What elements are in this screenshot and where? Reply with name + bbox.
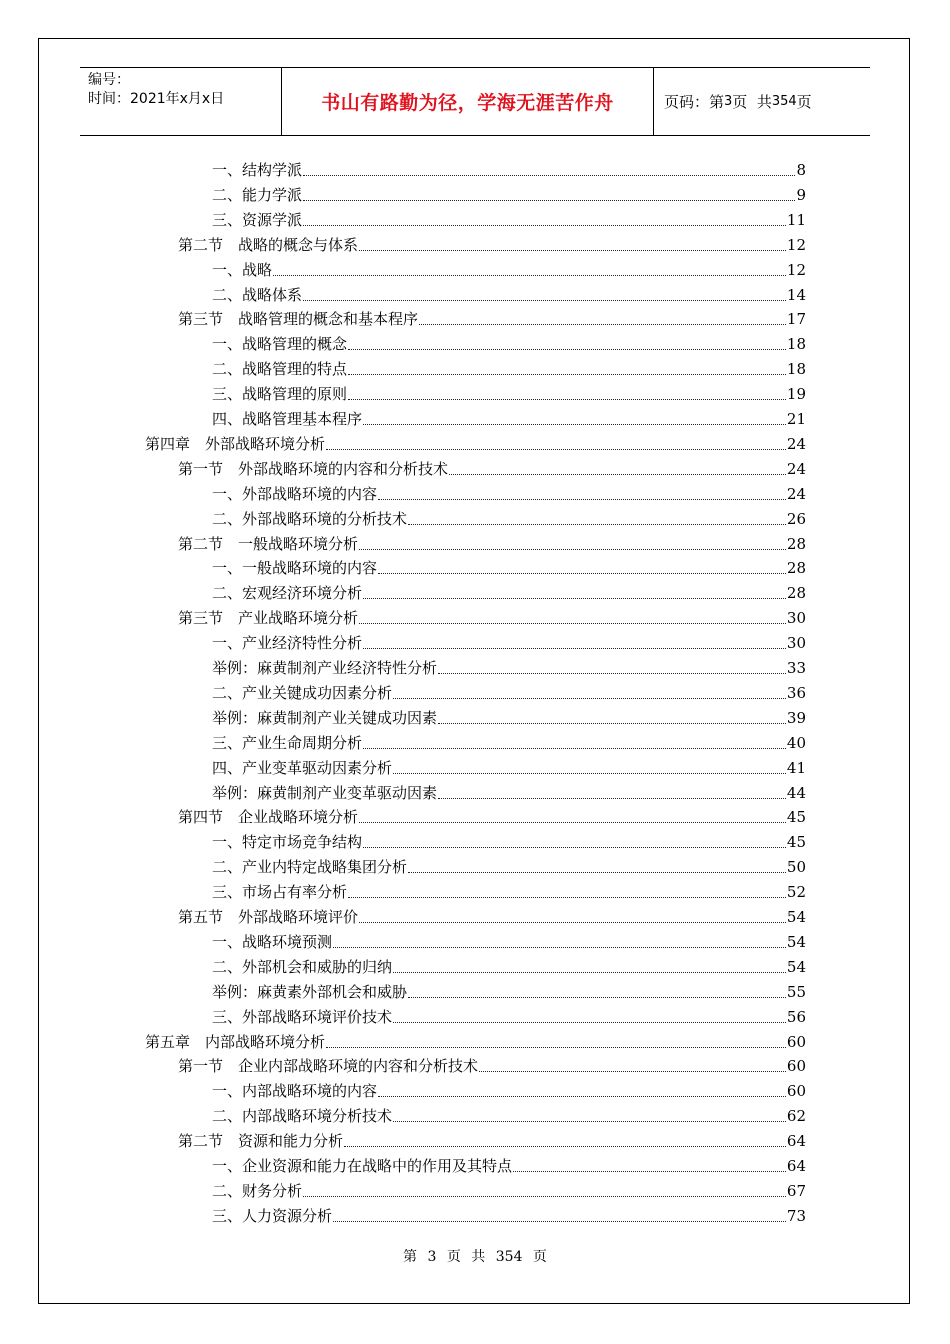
- toc-entry: [212, 781, 806, 805]
- toc-entry-page: 60: [786, 1057, 806, 1076]
- toc-leader-dots: [363, 598, 786, 599]
- toc-entry-page: 62: [786, 1107, 806, 1126]
- page-mid: 页 共: [732, 93, 772, 111]
- toc-entry: [212, 1154, 806, 1178]
- toc-leader-dots: [438, 798, 786, 799]
- toc-entry: [212, 855, 806, 879]
- toc-entry: [178, 606, 806, 630]
- toc-entry: [212, 258, 806, 282]
- toc-entry-title: 三、人力资源分析: [212, 1206, 333, 1225]
- toc-entry: [212, 830, 806, 854]
- toc-entry: [212, 1104, 806, 1128]
- page-total: 354: [771, 94, 797, 109]
- toc-entry: [212, 930, 806, 954]
- toc-entry: [212, 382, 806, 406]
- toc-entry-title: 三、产业生命周期分析: [212, 733, 363, 752]
- toc-entry: [212, 631, 806, 655]
- toc-leader-dots: [303, 225, 786, 226]
- toc-entry: [212, 507, 806, 531]
- toc-leader-dots: [378, 1096, 786, 1097]
- toc-entry-page: 40: [786, 733, 806, 752]
- toc-entry-page: 55: [786, 982, 806, 1001]
- toc-entry-page: 9: [796, 185, 806, 204]
- toc-leader-dots: [363, 424, 786, 425]
- toc-leader-dots: [326, 1047, 786, 1048]
- toc-entry-page: 30: [786, 609, 806, 628]
- toc-leader-dots: [378, 499, 786, 500]
- toc-entry-title: 二、产业关键成功因素分析: [212, 683, 393, 702]
- toc-entry: [212, 407, 806, 431]
- toc-entry-title: 一、战略: [212, 260, 273, 279]
- toc-entry-page: 33: [786, 659, 806, 677]
- toc-entry-title: 一、企业资源和能力在战略中的作用及其特点: [212, 1157, 513, 1175]
- toc-entry-page: 60: [786, 1032, 806, 1051]
- toc-leader-dots: [408, 997, 786, 998]
- toc-entry-page: 17: [786, 310, 806, 329]
- toc-entry: [212, 1179, 806, 1203]
- toc-entry: [212, 756, 806, 780]
- toc-entry-page: 45: [786, 833, 806, 852]
- toc-entry-title: 二、战略体系: [212, 285, 303, 304]
- toc-entry: [178, 457, 806, 481]
- toc-entry-title: 一、外部战略环境的内容: [212, 484, 378, 503]
- toc-entry: [178, 1129, 806, 1153]
- toc-entry-page: 28: [786, 584, 806, 603]
- toc-entry-page: 45: [786, 808, 806, 827]
- toc-leader-dots: [479, 1071, 786, 1072]
- toc-entry-title: 第三节 产业战略环境分析: [178, 609, 359, 628]
- toc-entry-title: 举例：麻黄制剂产业经济特性分析: [212, 659, 438, 677]
- toc-entry: [178, 307, 806, 331]
- toc-entry-page: 28: [786, 534, 806, 553]
- toc-entry-title: 四、战略管理基本程序: [212, 410, 363, 428]
- toc-entry: [178, 233, 806, 257]
- toc-entry: [145, 1030, 806, 1054]
- toc-entry: [212, 1204, 806, 1228]
- toc-entry-page: 14: [786, 285, 806, 304]
- toc-entry: [178, 905, 806, 929]
- page-footer: 第 3 页 共 354 页: [403, 1249, 547, 1265]
- toc-entry-page: 24: [786, 434, 806, 453]
- toc-entry: [212, 1005, 806, 1029]
- toc-leader-dots: [348, 349, 786, 350]
- toc-leader-dots: [348, 897, 786, 898]
- toc-entry-page: 18: [786, 360, 806, 379]
- toc-entry-title: 第五章 内部战略环境分析: [145, 1032, 326, 1051]
- toc-entry-page: 60: [786, 1082, 806, 1101]
- toc-entry-page: 36: [786, 683, 806, 702]
- page-prefix: 页码：第: [664, 93, 725, 111]
- toc-entry-page: 11: [786, 210, 806, 229]
- toc-leader-dots: [359, 922, 786, 923]
- toc-entry: [212, 183, 806, 207]
- header-motto: 书山有路勤为径，学海无涯苦作舟: [282, 68, 654, 135]
- toc-leader-dots: [438, 723, 786, 724]
- toc-entry-title: 二、内部战略环境分析技术: [212, 1107, 393, 1126]
- toc-entry-title: 一、特定市场竞争结构: [212, 833, 363, 852]
- toc-entry: [212, 880, 806, 904]
- toc-entry: [212, 556, 806, 580]
- page-header: [80, 67, 870, 136]
- toc-entry-title: 第一节 企业内部战略环境的内容和分析技术: [178, 1057, 479, 1076]
- toc-leader-dots: [363, 648, 786, 649]
- toc-leader-dots: [449, 474, 786, 475]
- toc-entry-page: 44: [786, 783, 806, 802]
- toc-entry-title: 第三节 战略管理的概念和基本程序: [178, 310, 419, 329]
- toc-entry: [212, 980, 806, 1004]
- toc-leader-dots: [303, 175, 795, 176]
- toc-leader-dots: [378, 573, 786, 574]
- toc-leader-dots: [363, 748, 786, 749]
- toc-leader-dots: [303, 1196, 786, 1197]
- toc-leader-dots: [348, 399, 786, 400]
- toc-entry-title: 举例：麻黄制剂产业关键成功因素: [212, 708, 438, 727]
- toc-entry-title: 二、能力学派: [212, 185, 303, 204]
- toc-entry-title: 二、战略管理的特点: [212, 360, 348, 379]
- toc-entry: [212, 357, 806, 381]
- toc-entry: [212, 482, 806, 506]
- toc-leader-dots: [344, 1146, 786, 1147]
- toc-entry-title: 三、资源学派: [212, 210, 303, 229]
- toc-entry: [212, 955, 806, 979]
- toc-leader-dots: [363, 847, 786, 848]
- toc-entry-page: 50: [786, 858, 806, 877]
- toc-entry-title: 举例：麻黄制剂产业变革驱动因素: [212, 783, 438, 802]
- toc-entry-title: 第一节 外部战略环境的内容和分析技术: [178, 459, 449, 478]
- toc-entry-page: 21: [786, 410, 806, 428]
- toc-entry-page: 26: [786, 509, 806, 528]
- toc-entry-title: 一、内部战略环境的内容: [212, 1082, 378, 1101]
- toc-entry: [212, 706, 806, 730]
- page-suffix: 页: [796, 93, 812, 111]
- toc-leader-dots: [333, 1221, 786, 1222]
- toc-entry-page: 30: [786, 634, 806, 653]
- toc-entry-page: 54: [786, 908, 806, 926]
- header-meta: [80, 68, 282, 135]
- toc-entry: [212, 731, 806, 755]
- toc-entry-title: 二、宏观经济环境分析: [212, 584, 363, 603]
- toc-entry: [212, 208, 806, 232]
- toc-leader-dots: [393, 773, 786, 774]
- toc-entry-page: 64: [786, 1157, 806, 1175]
- toc-leader-dots: [438, 673, 786, 674]
- toc-leader-dots: [359, 549, 786, 550]
- toc-leader-dots: [393, 698, 786, 699]
- toc-entry: [212, 581, 806, 605]
- toc-entry-page: 18: [786, 335, 806, 354]
- toc-entry: [212, 681, 806, 705]
- toc-entry-title: 第五节 外部战略环境评价: [178, 908, 359, 926]
- toc-entry-title: 二、产业内特定战略集团分析: [212, 858, 408, 877]
- toc-entry: [212, 158, 806, 182]
- toc-entry-title: 举例：麻黄素外部机会和威胁: [212, 982, 408, 1001]
- toc-leader-dots: [393, 1121, 786, 1122]
- toc-entry-title: 三、市场占有率分析: [212, 883, 348, 902]
- toc-entry-title: 一、战略管理的概念: [212, 335, 348, 354]
- toc-leader-dots: [359, 250, 786, 251]
- toc-entry-page: 12: [786, 260, 806, 279]
- toc-leader-dots: [359, 623, 786, 624]
- toc-entry-page: 12: [786, 235, 806, 254]
- toc-entry-page: 28: [786, 559, 806, 578]
- toc-leader-dots: [419, 324, 786, 325]
- toc-entry-title: 一、产业经济特性分析: [212, 634, 363, 653]
- toc-entry-page: 64: [786, 1132, 806, 1151]
- toc-entry-title: 二、外部战略环境的分析技术: [212, 509, 408, 528]
- toc-entry-title: 一、战略环境预测: [212, 932, 333, 951]
- page-current: 3: [724, 94, 733, 109]
- toc-entry-title: 第四节 企业战略环境分析: [178, 808, 359, 827]
- toc-leader-dots: [513, 1171, 786, 1172]
- toc-entry-title: 一、结构学派: [212, 161, 303, 179]
- toc-entry: [212, 1079, 806, 1103]
- toc-leader-dots: [326, 449, 786, 450]
- toc-entry-title: 第二节 一般战略环境分析: [178, 534, 359, 553]
- toc-entry-page: 54: [786, 932, 806, 951]
- toc-entry-title: 二、外部机会和威胁的归纳: [212, 957, 393, 976]
- toc-entry-page: 54: [786, 957, 806, 976]
- toc-entry: [178, 805, 806, 829]
- toc-entry-title: 第四章 外部战略环境分析: [145, 434, 326, 453]
- toc-leader-dots: [393, 972, 786, 973]
- toc-entry: [178, 532, 806, 556]
- toc-leader-dots: [303, 300, 786, 301]
- toc-entry-page: 41: [786, 758, 806, 777]
- toc-leader-dots: [408, 872, 786, 873]
- toc-entry-title: 第二节 资源和能力分析: [178, 1132, 344, 1151]
- toc-entry-page: 56: [786, 1007, 806, 1026]
- toc-leader-dots: [393, 1022, 786, 1023]
- toc-entry-title: 三、战略管理的原则: [212, 385, 348, 404]
- toc-entry-title: 第二节 战略的概念与体系: [178, 235, 359, 254]
- toc-leader-dots: [359, 822, 786, 823]
- toc-leader-dots: [303, 200, 795, 201]
- toc-entry: [212, 656, 806, 680]
- toc-entry-title: 四、产业变革驱动因素分析: [212, 758, 393, 777]
- toc-entry-page: 24: [786, 484, 806, 503]
- code-label: 编号：: [88, 72, 130, 88]
- toc-entry: [212, 332, 806, 356]
- toc-entry-page: 19: [786, 385, 806, 404]
- toc-leader-dots: [348, 374, 786, 375]
- toc-entry-title: 二、财务分析: [212, 1181, 303, 1200]
- toc-entry: [178, 1054, 806, 1078]
- toc-entry-page: 52: [786, 883, 806, 902]
- toc-leader-dots: [333, 947, 786, 948]
- toc-leader-dots: [273, 275, 786, 276]
- header-page-info: [654, 68, 870, 135]
- toc-entry-page: 67: [786, 1181, 806, 1200]
- time-label: 时间：2021年x月x日: [88, 91, 225, 107]
- toc-entry-page: 8: [796, 161, 806, 179]
- toc-entry-title: 一、一般战略环境的内容: [212, 559, 378, 578]
- toc-entry: [145, 432, 806, 456]
- toc-entry: [212, 283, 806, 307]
- toc-leader-dots: [408, 524, 786, 525]
- toc-entry-page: 24: [786, 459, 806, 478]
- toc-entry-page: 39: [786, 708, 806, 727]
- toc-entry-title: 三、外部战略环境评价技术: [212, 1007, 393, 1026]
- toc-entry-page: 73: [786, 1206, 806, 1225]
